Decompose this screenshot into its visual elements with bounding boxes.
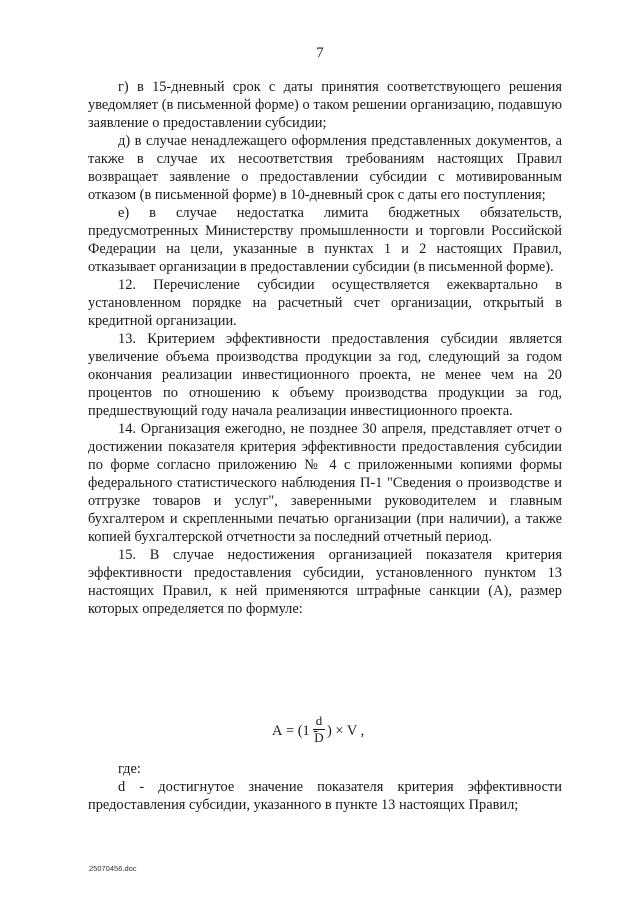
page-number: 7 — [316, 45, 324, 61]
paragraph-14: 14. Организация ежегодно, не позднее 30 апреля, представляет отчет о достижении показателя критерия эффективности предоставления субсидии по форме согласно приложению № 4 с приложенными копиями формы федерального статистического наблюдения П-1 "Сведения о производстве и отгрузке товаров и услуг", заверенными руководителем и главным бухгалтером и скрепленными печатью организации (при наличии), а также копией бухгалтерской отчетности за последний отчетный период. — [88, 421, 562, 545]
formula-explanation — [88, 760, 562, 814]
formula-numerator: d — [313, 713, 325, 730]
paragraph-e: е) в случае недостатка лимита бюджетных обязательств, предусмотренных Министерству промышленности и торговли Российской Федерации на цели, указанные в пунктах 1 и 2 настоящих Правил, отказывает организации в предоставлении субсидии (в письменной форме). — [88, 205, 562, 275]
document-body — [88, 78, 562, 618]
paragraph-12: 12. Перечисление субсидии осуществляется ежеквартально в установленном порядке на расчетный счет организации, открытый в кредитной организации. — [88, 277, 562, 329]
variable-d-definition: d - достигнутое значение показателя критерия эффективности предоставления субсидии, указанного в пункте 13 настоящих Правил; — [88, 779, 562, 813]
paragraph-13: 13. Критерием эффективности предоставления субсидии является увеличение объема производства продукции за год, следующий за годом окончания реализации инвестиционного проекта, не менее чем на 20 процентов по отношению к объему производства продукции за год, предшествующий году начала реализации инвестиционного проекта. — [88, 331, 562, 419]
formula-fraction — [313, 713, 325, 746]
paragraph-d: д) в случае ненадлежащего оформления представленных документов, а также в случае их несоответствия требованиям настоящих Правил возвращает заявление о предоставлении субсидии с мотивированным отказом (в письменной форме) в 10-дневный срок с даты его поступления; — [88, 133, 562, 203]
file-name-footer: 25070456.doc — [89, 864, 137, 873]
formula-denominator: D — [314, 730, 324, 745]
formula-tail: ) × V , — [327, 723, 365, 739]
penalty-formula — [0, 713, 640, 751]
where-label: где: — [118, 761, 141, 777]
paragraph-g: г) в 15-дневный срок с даты принятия соответствующего решения уведомляет (в письменной форме) о таком решении организацию, подавшую заявление о предоставлении субсидии; — [88, 79, 562, 131]
formula-lead: А = (1 - — [272, 723, 319, 739]
paragraph-15: 15. В случае недостижения организацией показателя критерия эффективности предоставления субсидии, установленного пунктом 13 настоящих Правил, к ней применяются штрафные санкции (А), размер которых определяется по формуле: — [88, 547, 562, 617]
